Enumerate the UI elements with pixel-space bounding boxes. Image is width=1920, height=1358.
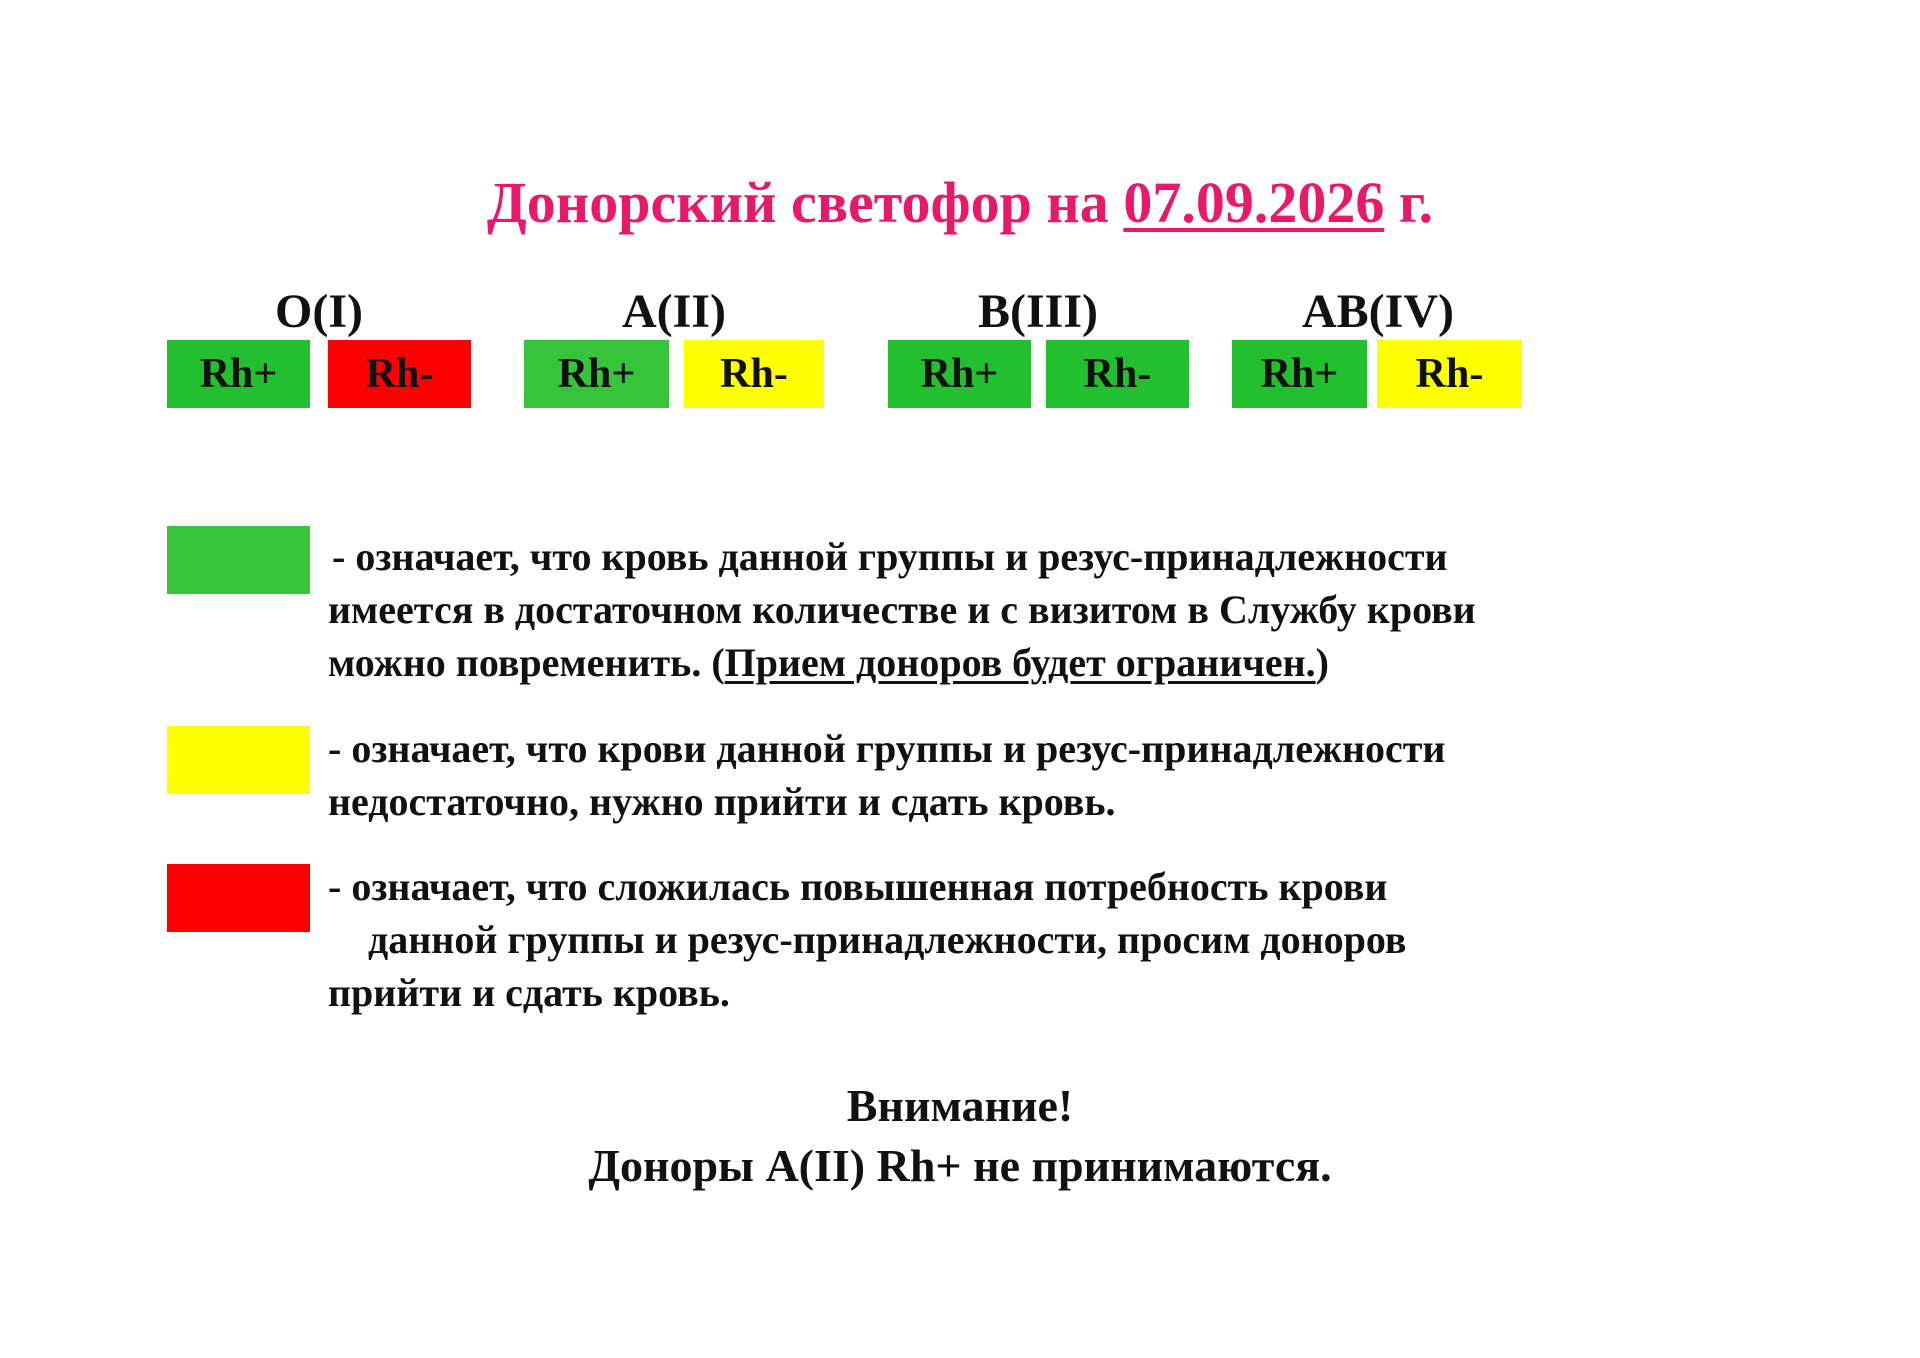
legend-text-red xyxy=(328,860,1407,1019)
title-date: 07.09.2026 xyxy=(1123,170,1385,235)
legend-green-underlined-note: Прием доноров будет ограничен. xyxy=(724,640,1316,685)
status-cell-a-rh-positive: Rh+ xyxy=(524,340,669,408)
legend-text-yellow xyxy=(328,722,1445,828)
page-title xyxy=(0,168,1920,238)
status-cell-b-rh-positive: Rh+ xyxy=(888,340,1031,408)
legend-text-green xyxy=(328,530,1476,689)
attention-message: Доноры A(II) Rh+ не принимаются. xyxy=(588,1140,1332,1191)
legend-red-line-2: данной группы и резус-принадлежности, просим доноров xyxy=(368,917,1407,962)
legend-yellow-line-2: недостаточно, нужно прийти и сдать кровь. xyxy=(328,779,1116,824)
status-cell-o-rh-positive: Rh+ xyxy=(167,340,310,408)
legend-swatch-green xyxy=(167,526,310,594)
legend-yellow-line-1: - означает, что крови данной группы и резус-принадлежности xyxy=(328,726,1446,771)
status-cell-o-rh-negative: Rh- xyxy=(328,340,471,408)
legend-green-line-1: - означает, что кровь данной группы и резус-принадлежности xyxy=(332,534,1448,579)
status-cell-b-rh-negative: Rh- xyxy=(1046,340,1189,408)
legend-red-line-3: прийти и сдать кровь. xyxy=(328,970,730,1015)
group-label-a: A(II) xyxy=(622,285,726,338)
status-cell-ab-rh-positive: Rh+ xyxy=(1232,340,1367,408)
legend-swatch-red xyxy=(167,864,310,932)
legend-swatch-yellow xyxy=(167,726,310,794)
group-label-ab: AB(IV) xyxy=(1302,285,1454,338)
legend-green-line-3: можно повременить. (Прием доноров будет ограничен.) xyxy=(328,640,1329,685)
group-label-o: O(I) xyxy=(275,285,363,338)
title-suffix: г. xyxy=(1398,170,1434,235)
attention-heading: Внимание! xyxy=(846,1080,1074,1131)
status-cell-ab-rh-negative: Rh- xyxy=(1377,340,1522,408)
status-cell-a-rh-negative: Rh- xyxy=(684,340,824,408)
group-label-b: B(III) xyxy=(977,285,1099,338)
legend-green-line-2: имеется в достаточном количестве и с визитом в Службу крови xyxy=(328,587,1476,632)
legend-red-line-1: - означает, что сложилась повышенная потребность крови xyxy=(328,864,1388,909)
title-prefix: Донорский светофор на xyxy=(486,170,1109,235)
